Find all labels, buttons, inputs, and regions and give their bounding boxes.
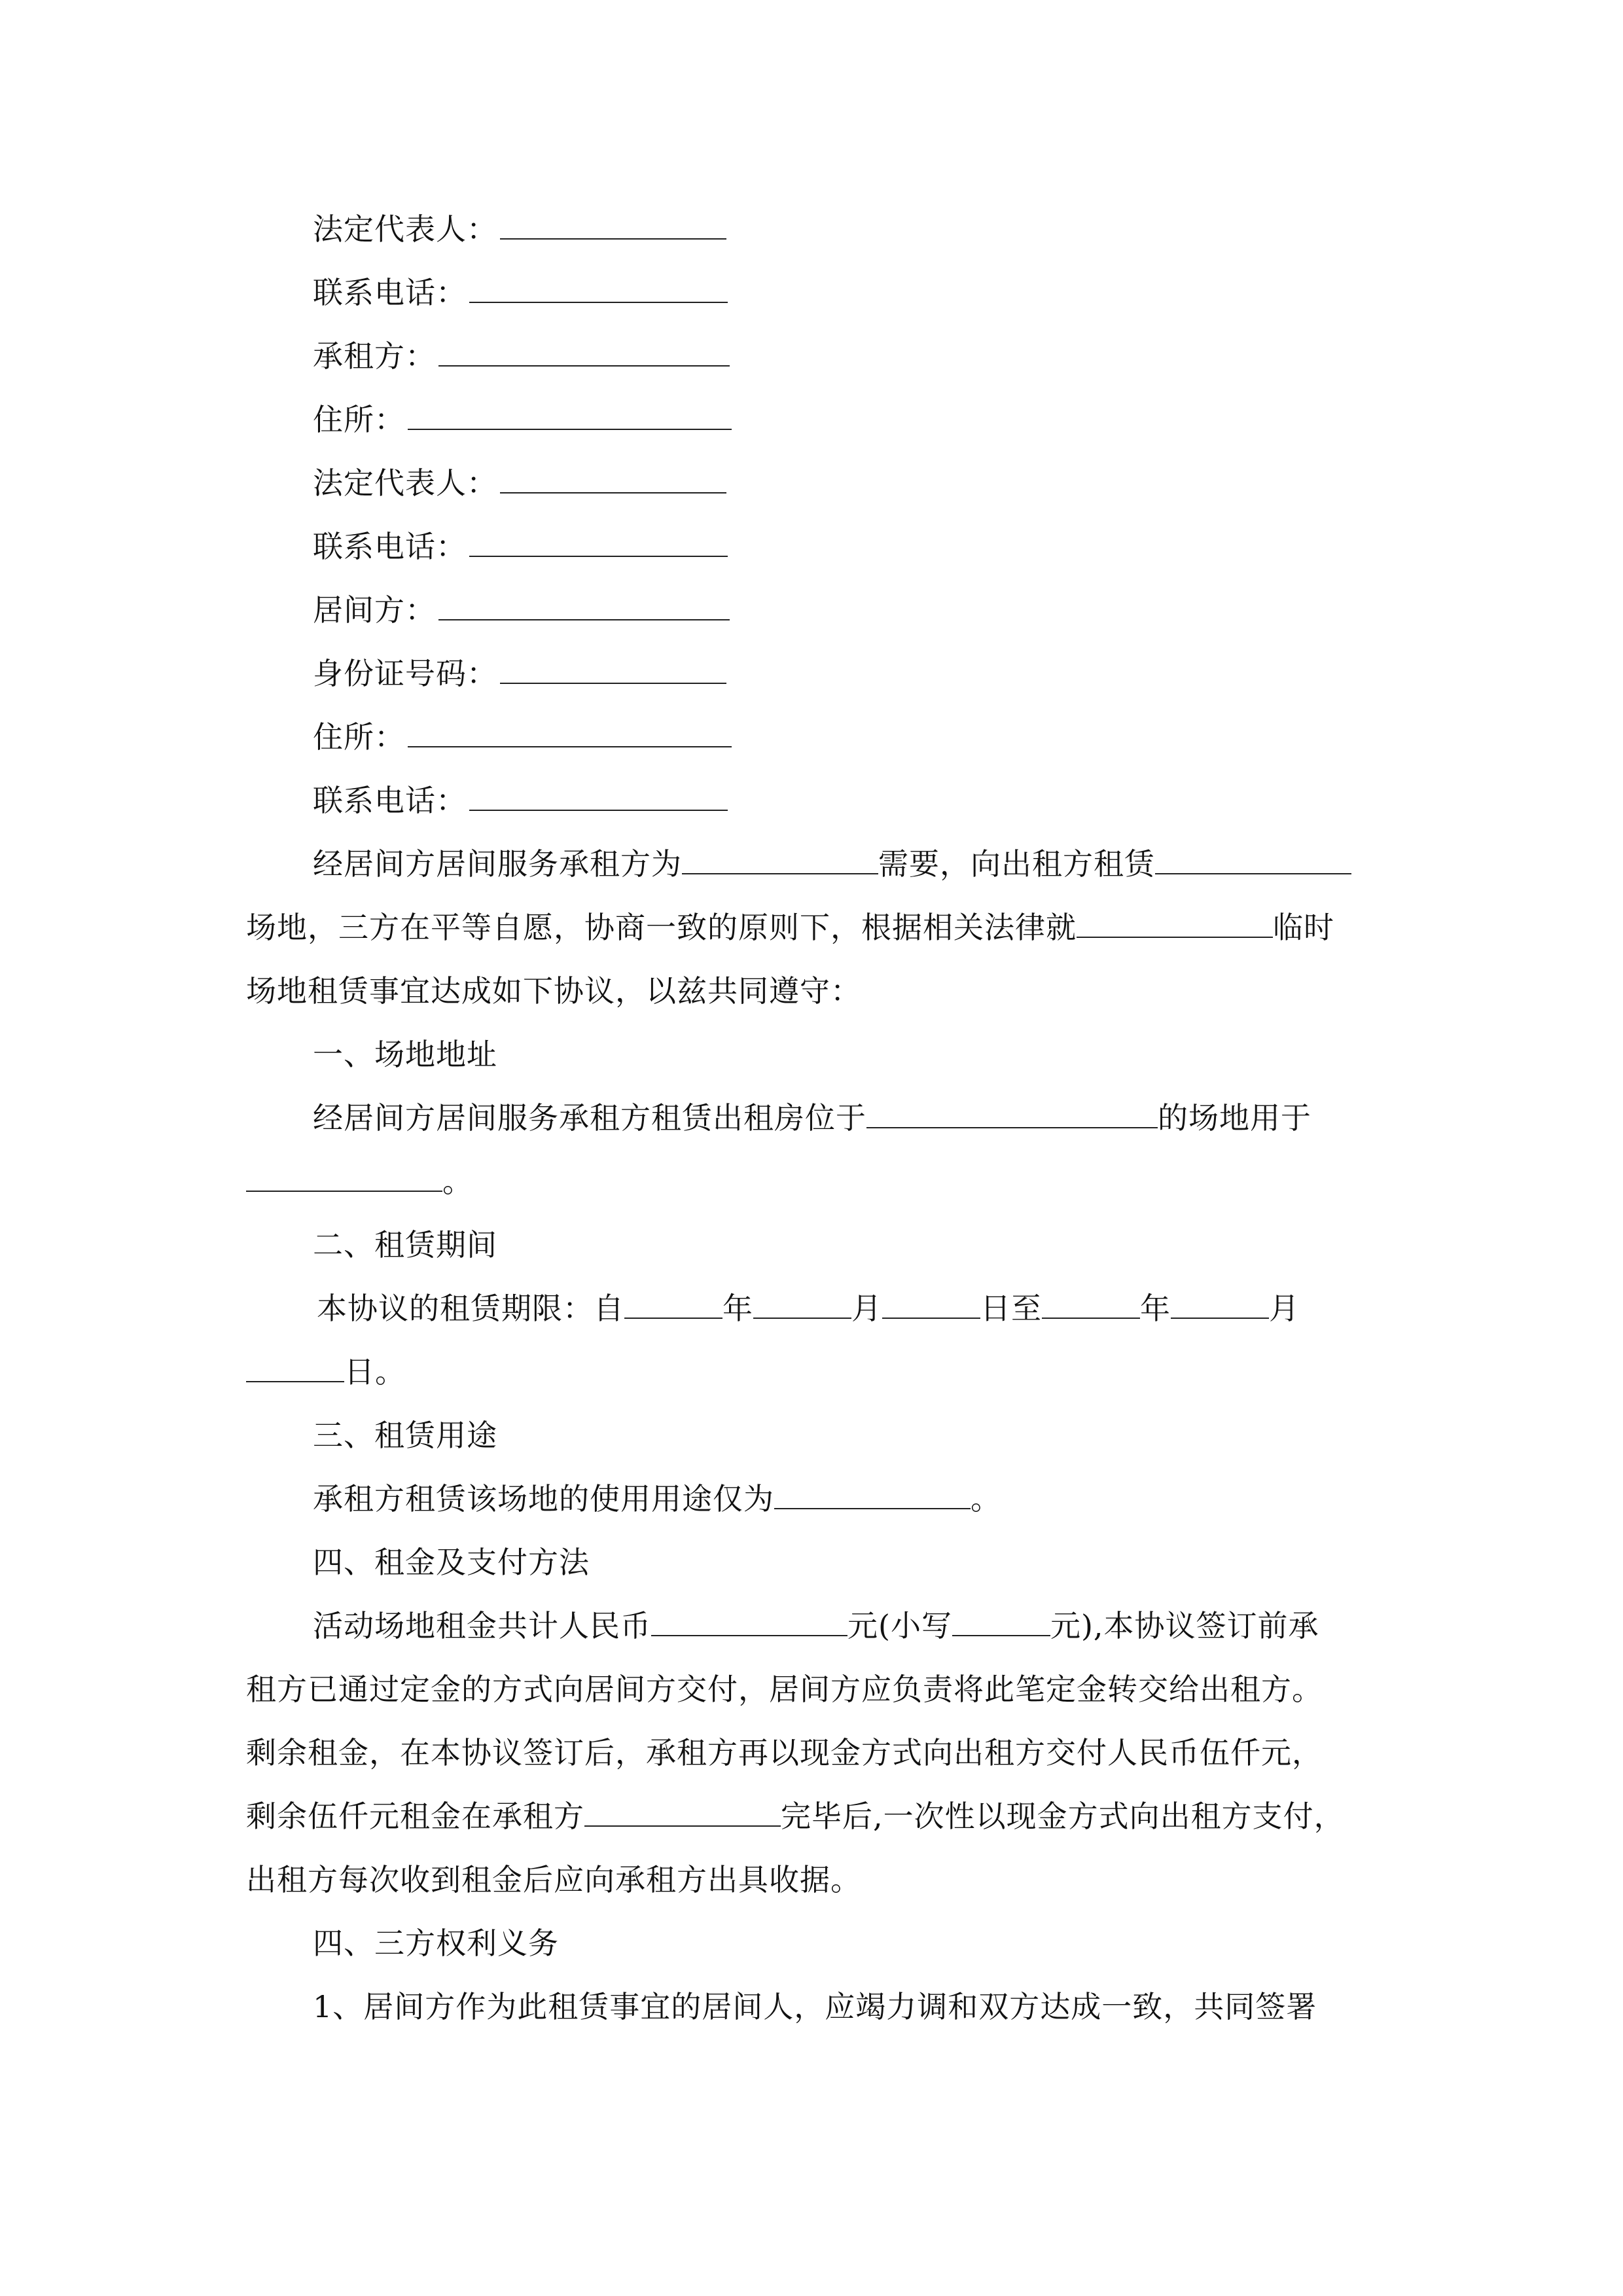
- intro-line-1: [313, 844, 1351, 884]
- section-1-title-text: 一、场地地址: [313, 1037, 497, 1072]
- section-4-text-1c: 元),本协议签订前承: [1050, 1608, 1319, 1643]
- intro-text-2b: 临时: [1273, 910, 1334, 945]
- section-4-text-2: 租方已通过定金的方式向居间方交付，居间方应负责将此笔定金转交给出租方。: [246, 1672, 1323, 1707]
- section-4-blank-4: [584, 1797, 781, 1827]
- intro-line-3: [246, 971, 861, 1011]
- section-1-text-2: 。: [442, 1164, 473, 1199]
- end-day-blank: [246, 1352, 344, 1382]
- phone-label-2: 联系电话：: [313, 529, 467, 564]
- section-2-title: [313, 1225, 497, 1265]
- section-4-title: [313, 1543, 590, 1582]
- intro-blank-3: [1077, 908, 1273, 938]
- start-month-unit: 月: [851, 1291, 882, 1326]
- phone-field-2: [313, 527, 728, 566]
- section-2-line-2: [246, 1352, 406, 1391]
- intro-text-2a: 场地，三方在平等自愿，协商一致的原则下，根据相关法律就: [246, 910, 1077, 945]
- section-1-text-1b: 的场地用于: [1158, 1100, 1311, 1136]
- intro-text-1a: 经居间方居间服务承租方为: [313, 846, 682, 882]
- section-3-title-text: 三、租赁用途: [313, 1418, 497, 1453]
- address-blank-1: [408, 400, 732, 430]
- start-year-unit: 年: [722, 1291, 753, 1326]
- address-label-1: 住所：: [313, 402, 405, 437]
- broker-blank: [438, 590, 730, 620]
- id-number-blank: [500, 654, 726, 684]
- legal-rep-label-1: 法定代表人：: [313, 211, 497, 247]
- section-2-title-text: 二、租赁期间: [313, 1227, 497, 1263]
- broker-field: [313, 590, 730, 630]
- section-1-line-1: [313, 1098, 1311, 1138]
- end-day-unit: 日。: [344, 1354, 406, 1390]
- phone-blank-2: [469, 527, 728, 557]
- intro-line-2: [246, 908, 1334, 947]
- address-field-1: [313, 400, 732, 439]
- section-5-title-text: 四、三方权利义务: [313, 1926, 559, 1961]
- section-3-title: [313, 1416, 497, 1455]
- section-5-title: [313, 1924, 559, 1963]
- section-4-text-5: 出租方每次收到租金后应向承租方出具收据。: [246, 1862, 861, 1897]
- section-4-title-text: 四、租金及支付方法: [313, 1545, 590, 1580]
- end-year-unit: 年: [1140, 1291, 1171, 1326]
- section-4-line-1: [313, 1606, 1319, 1645]
- start-day-unit: 日至: [980, 1291, 1042, 1326]
- section-5-text-1: 1、居间方作为此租赁事宜的居间人，应竭力调和双方达成一致，共同签署: [313, 1989, 1317, 2024]
- section-3-blank: [774, 1479, 971, 1509]
- section-3-text-1a: 承租方租赁该场地的使用用途仅为: [313, 1481, 774, 1516]
- section-1-blank-2: [246, 1162, 442, 1192]
- rent-amount-blank: [651, 1606, 847, 1636]
- section-4-text-4b: 完毕后,一次性以现金方式向出租方支付，: [781, 1799, 1345, 1834]
- start-year-blank: [624, 1289, 722, 1319]
- phone-field-1: [313, 273, 728, 312]
- section-4-text-4a: 剩余伍仟元租金在承租方: [246, 1799, 584, 1834]
- legal-rep-label-2: 法定代表人：: [313, 465, 497, 501]
- section-2-line-1: [317, 1289, 1300, 1328]
- intro-text-1b: 需要，向出租方租赁: [878, 846, 1155, 882]
- phone-label-1: 联系电话：: [313, 275, 467, 310]
- legal-rep-blank-2: [500, 463, 726, 493]
- section-5-line-1: [313, 1987, 1317, 2026]
- end-month-unit: 月: [1269, 1291, 1300, 1326]
- lessee-label: 承租方：: [313, 338, 436, 374]
- start-month-blank: [753, 1289, 851, 1319]
- address-field-2: [313, 717, 732, 757]
- end-year-blank: [1042, 1289, 1140, 1319]
- section-4-line-4: [246, 1797, 1345, 1836]
- section-4-text-1a: 活动场地租金共计人民币: [313, 1608, 651, 1643]
- lessee-blank: [438, 336, 730, 367]
- section-4-line-2: [246, 1670, 1323, 1709]
- rent-lowercase-blank: [952, 1606, 1050, 1636]
- address-label-2: 住所：: [313, 719, 405, 755]
- address-blank-2: [408, 717, 732, 747]
- section-1-blank-1: [866, 1098, 1158, 1128]
- phone-blank-1: [469, 273, 728, 303]
- intro-text-3: 场地租赁事宜达成如下协议，以兹共同遵守：: [246, 973, 861, 1009]
- section-4-text-3: 剩余租金，在本协议签订后，承租方再以现金方式向出租方交付人民币伍仟元，: [246, 1735, 1323, 1770]
- phone-field-3: [313, 781, 728, 820]
- intro-blank-1: [682, 844, 878, 874]
- legal-rep-field-1: [313, 209, 726, 249]
- section-1-line-2: [246, 1162, 473, 1201]
- phone-label-3: 联系电话：: [313, 783, 467, 818]
- broker-label: 居间方：: [313, 592, 436, 628]
- legal-rep-field-2: [313, 463, 726, 503]
- end-month-blank: [1171, 1289, 1269, 1319]
- section-2-text-1a: 本协议的租赁期限：自: [317, 1291, 624, 1326]
- phone-blank-3: [469, 781, 728, 811]
- section-4-line-5: [246, 1860, 861, 1899]
- id-number-field: [313, 654, 726, 693]
- id-number-label: 身份证号码：: [313, 656, 497, 691]
- intro-blank-2: [1155, 844, 1351, 874]
- start-day-blank: [882, 1289, 980, 1319]
- section-1-text-1a: 经居间方居间服务承租方租赁出租房位于: [313, 1100, 866, 1136]
- lessee-field: [313, 336, 730, 376]
- section-3-line-1: [313, 1479, 1001, 1518]
- section-1-title: [313, 1035, 497, 1074]
- section-3-text-end: 。: [971, 1481, 1001, 1516]
- legal-rep-blank-1: [500, 209, 726, 240]
- section-4-line-3: [246, 1733, 1323, 1772]
- section-4-text-1b: 元(小写: [847, 1608, 952, 1643]
